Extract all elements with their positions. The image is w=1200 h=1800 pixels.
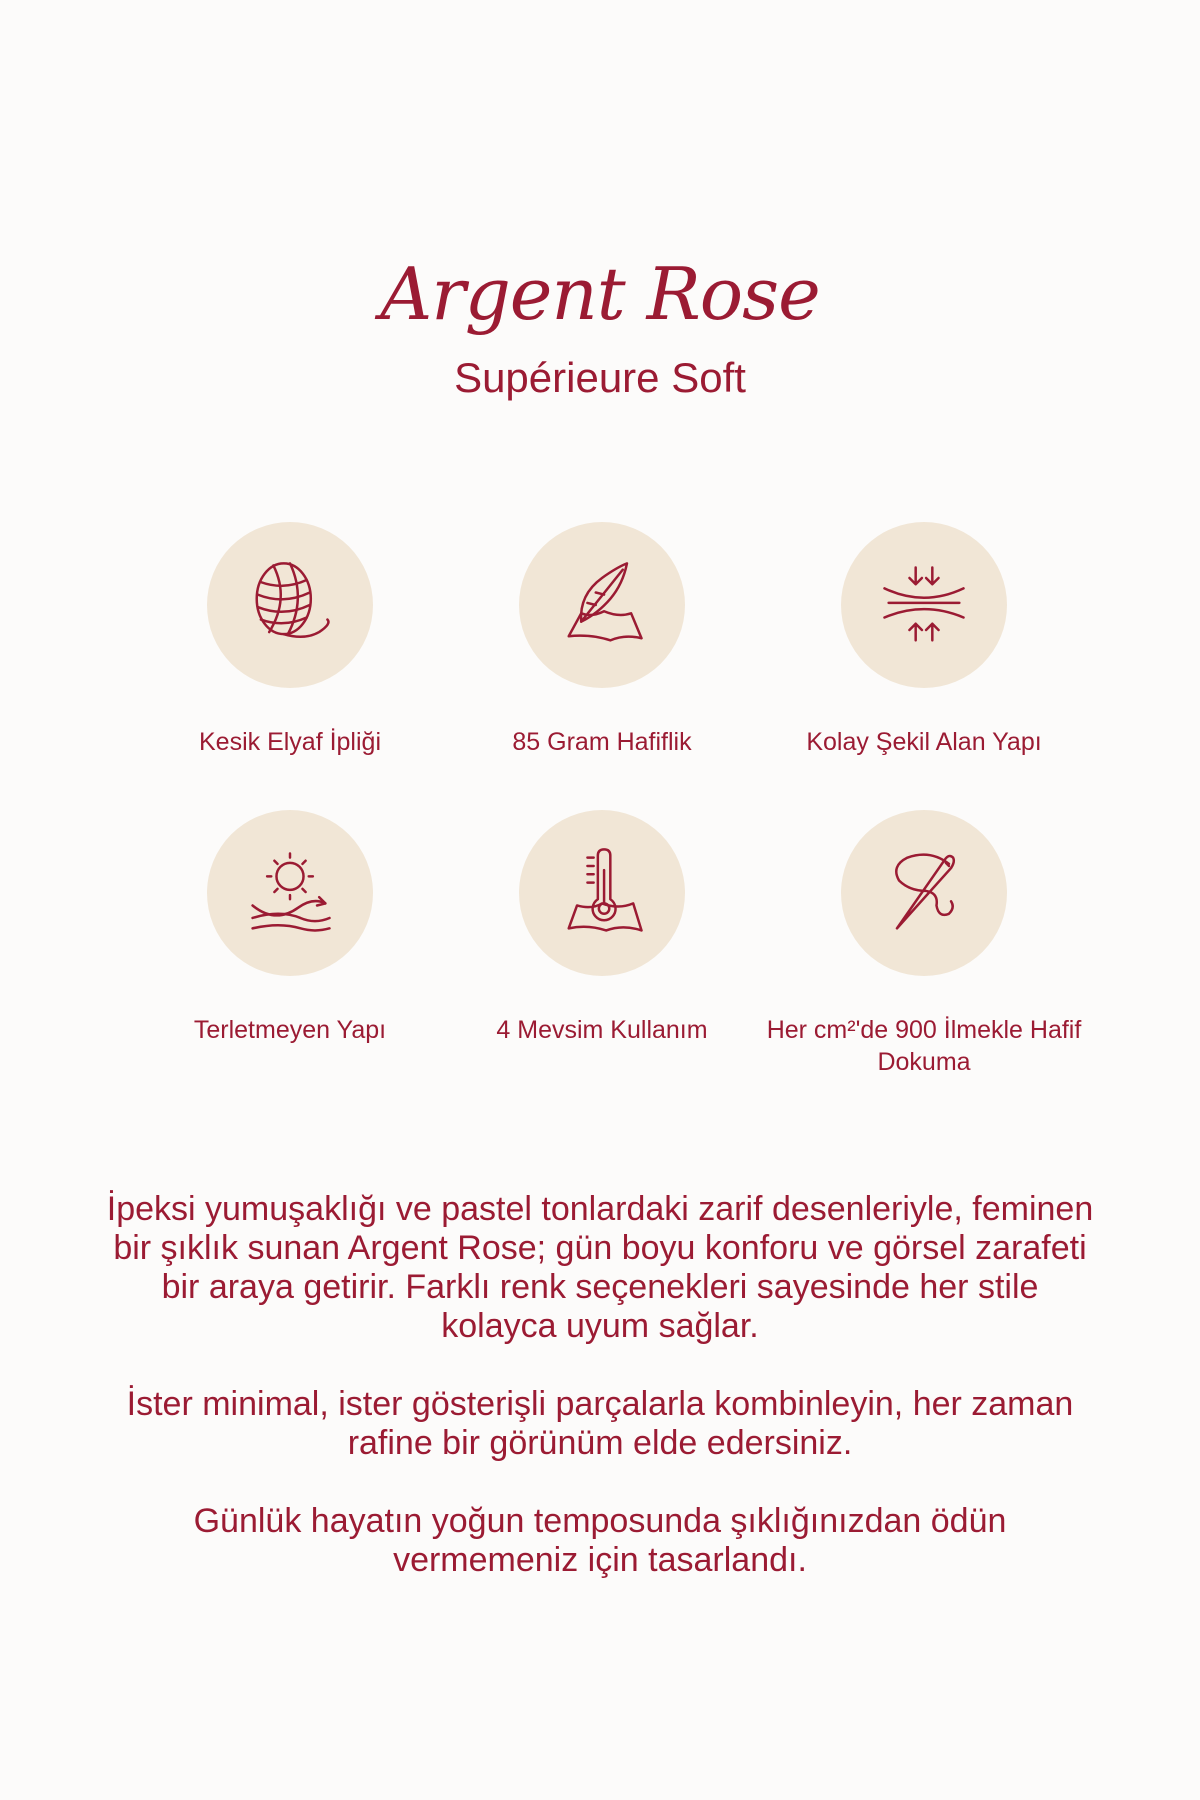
feature-yarn xyxy=(120,522,460,758)
feature-four-seasons xyxy=(432,810,772,1046)
yarn-ball-icon xyxy=(238,553,342,657)
feature-label: 4 Mevsim Kullanım xyxy=(496,1016,708,1044)
compress-arrows-icon xyxy=(872,553,976,657)
icon-circle xyxy=(207,522,373,688)
icon-circle xyxy=(841,810,1007,976)
product-description xyxy=(100,1190,1100,1619)
description-paragraph-3: Günlük hayatın yoğun temposunda şıklığınızdan ödün vermemeniz için tasarlandı. xyxy=(193,1502,1007,1579)
icon-circle xyxy=(519,810,685,976)
feature-lightweight xyxy=(432,522,772,758)
needle-thread-icon xyxy=(872,841,976,945)
thermometer-fabric-icon xyxy=(550,841,654,945)
description-paragraph-1: İpeksi yumuşaklığı ve pastel tonlardaki zarif desenleriyle, feminen bir şıklık sunan Argent Rose; gün boyu konforu ve görsel zarafeti bir araya getirir. Farklı renk seçenekleri sayesinde her stile kolayca uyum sağlar. xyxy=(106,1190,1094,1345)
feature-weave xyxy=(754,810,1094,1078)
icon-circle xyxy=(207,810,373,976)
feature-label: Kesik Elyaf İpliği xyxy=(198,728,382,756)
feature-label: 85 Gram Hafiflik xyxy=(512,728,692,756)
sun-breathable-icon xyxy=(238,841,342,945)
description-paragraph-2: İster minimal, ister gösterişli parçalarla kombinleyin, her zaman rafine bir görünüm elde edersiniz. xyxy=(126,1385,1074,1462)
feather-on-fabric-icon xyxy=(550,553,654,657)
icon-circle xyxy=(841,522,1007,688)
feature-shape xyxy=(754,522,1094,758)
product-title: Argent Rose xyxy=(380,252,820,336)
feature-breathable xyxy=(120,810,460,1046)
feature-label: Terletmeyen Yapı xyxy=(193,1016,387,1044)
feature-label: Her cm²'de 900 İlmekle Hafif Dokuma xyxy=(766,1016,1082,1076)
feature-label: Kolay Şekil Alan Yapı xyxy=(806,728,1042,756)
product-subtitle: Supérieure Soft xyxy=(454,354,746,401)
icon-circle xyxy=(519,522,685,688)
